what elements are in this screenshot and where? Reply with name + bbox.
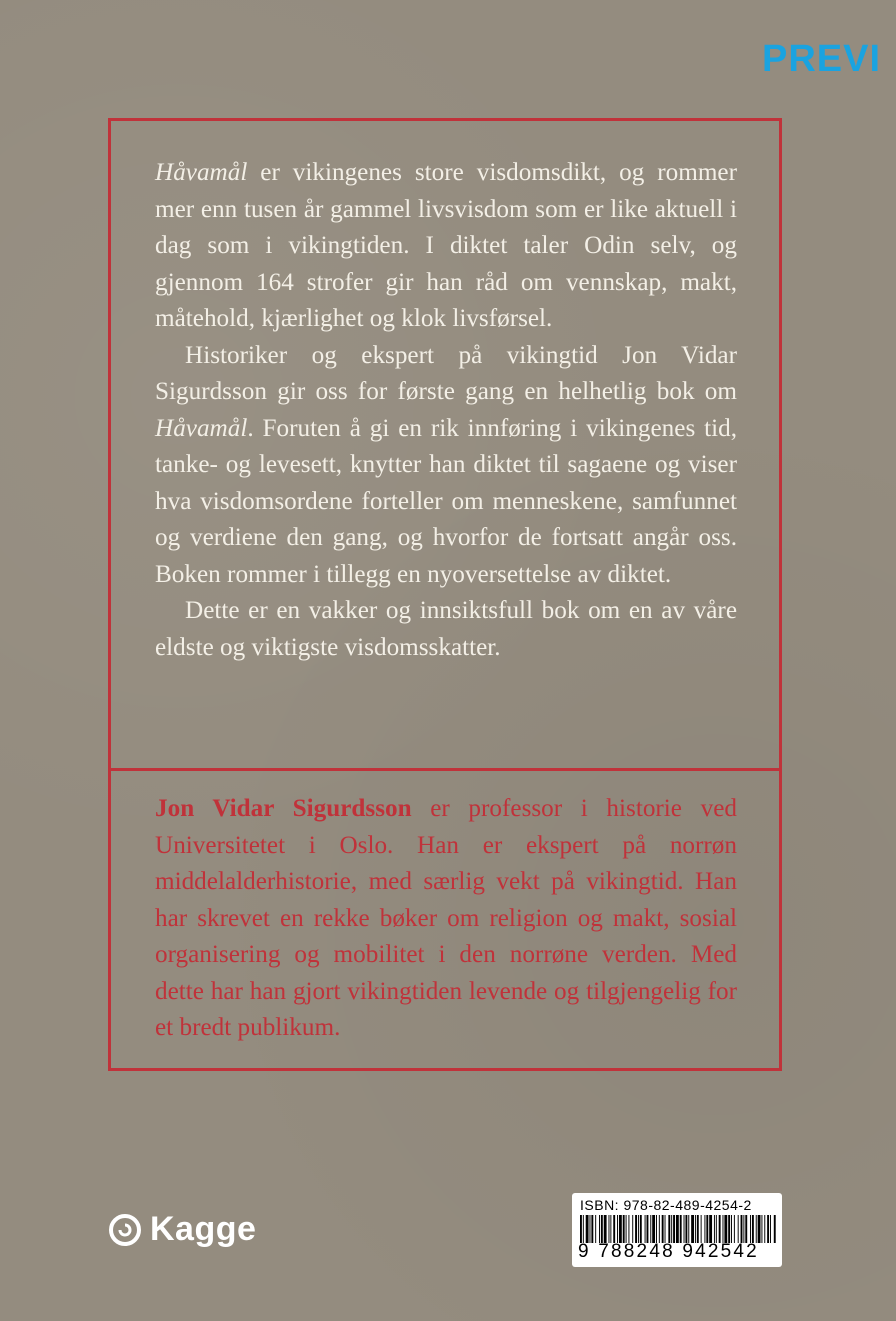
frame-divider [111, 768, 779, 771]
barcode-digits: 9 788248 942542 [578, 1241, 759, 1262]
isbn-barcode [572, 1193, 782, 1267]
preview-watermark: PREVI [762, 38, 882, 80]
blurb-paragraph-3: Dette er en vakker og innsiktsfull bok om en av våre eldste og viktigste visdomsskatter. [155, 597, 737, 661]
author-name: Jon Vidar Sigurdsson [155, 795, 412, 822]
spiral-logo-icon [108, 1213, 142, 1247]
book-blurb [155, 155, 737, 666]
text-frame [108, 118, 782, 1071]
author-bio [155, 791, 737, 1047]
barcode-bars [580, 1215, 776, 1243]
isbn-label: ISBN: 978-82-489-4254-2 [580, 1197, 752, 1213]
blurb-paragraph-1: Håvamål er vikingenes store visdomsdikt, og rommer mer enn tusen år gammel livsvisdom som er like aktuell i dag som i vikingtiden. I diktet taler Odin selv, og gjennom 164 strofer gir han råd om vennskap, makt, måtehold, kjærlighet og klok livsførsel. [155, 159, 737, 332]
book-title-italic: Håvamål [155, 159, 248, 186]
author-bio-text: er professor i historie ved Universitetet i Oslo. Han er ekspert på norrøn middelalderhistorie, med særlig vekt på vikingtid. Han har skrevet en rekke bøker om religion og makt, sosial organisering og mobilitet i den norrøne verden. Med dette har han gjort vikingtiden levende og tilgjengelig for et bredt publikum. [155, 795, 737, 1041]
blurb-paragraph-2: Historiker og ekspert på vikingtid Jon Vidar Sigurdsson gir oss for første gang en helhetlig bok om Håvamål. Foruten å gi en rik innføring i vikingenes tid, tanke- og levesett, knytter han diktet til sagaene og viser hva visdomsordene forteller om menneskene, samfunnet og verdiene den gang, og hvorfor de fortsatt angår oss. Boken rommer i tillegg en nyoversettelse av diktet. [155, 341, 737, 588]
publisher-name: Kagge [150, 1210, 257, 1248]
book-title-italic: Håvamål [155, 414, 248, 442]
publisher-logo [108, 1210, 256, 1249]
